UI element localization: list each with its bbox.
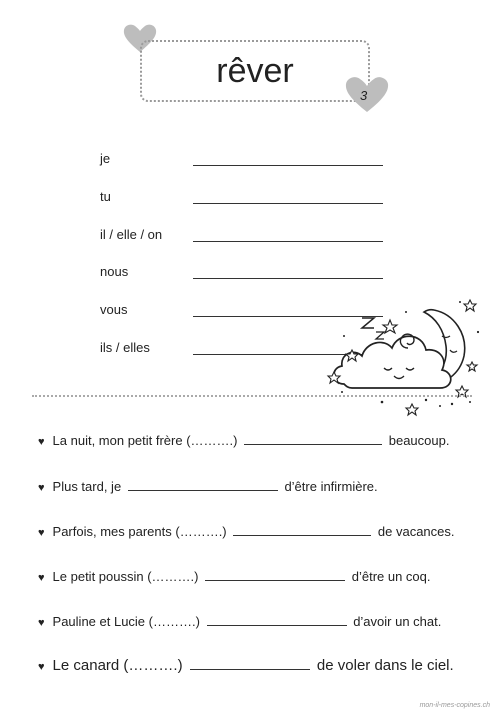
answer-blank[interactable]: [128, 480, 278, 491]
exercise-sentence: ♥ Pauline et Lucie (……….) d’avoir un chat.: [38, 614, 442, 629]
exercise-sentence: ♥ Le canard (……….) de voler dans le ciel.: [38, 657, 454, 674]
answer-blank[interactable]: [207, 615, 347, 626]
pronoun-label: ils / elles: [100, 340, 150, 355]
answer-blank[interactable]: [205, 570, 345, 581]
heart-bullet-icon: ♥: [38, 527, 45, 539]
heart-bullet-icon: ♥: [38, 572, 45, 584]
answer-blank[interactable]: [244, 434, 382, 445]
heart-bullet-icon: ♥: [38, 617, 45, 629]
footer-credit: mon-il-mes-copines.ch: [419, 702, 490, 709]
pronoun-label: tu: [100, 189, 111, 204]
answer-blank[interactable]: [233, 525, 371, 536]
pronoun-label: il / elle / on: [100, 227, 163, 242]
exercise-sentence: ♥ Parfois, mes parents (……….) de vacances.: [38, 524, 455, 539]
answer-line[interactable]: [193, 278, 383, 279]
exercise-sentence: ♥ La nuit, mon petit frère (……….) beaucoup.: [38, 433, 450, 448]
heart-bullet-icon: ♥: [38, 482, 45, 494]
conjugation-row: [100, 227, 390, 247]
pronoun-label: je: [100, 151, 111, 166]
answer-line[interactable]: [193, 241, 383, 242]
conjugation-row: [100, 151, 390, 171]
conjugation-row: [100, 189, 390, 209]
answer-line[interactable]: [193, 165, 383, 166]
heart-bullet-icon: ♥: [38, 661, 45, 673]
answer-line[interactable]: [193, 203, 383, 204]
conjugation-row: [100, 264, 390, 284]
heart-bullet-icon: ♥: [38, 436, 45, 448]
moon-cloud-illustration: [322, 292, 482, 417]
answer-blank[interactable]: [190, 659, 310, 670]
dotted-separator: [32, 395, 472, 397]
exercise-sentence: ♥ Plus tard, je d’être infirmière.: [38, 479, 378, 494]
page-title: rêver: [216, 52, 294, 90]
title-box: [140, 40, 370, 102]
pronoun-label: vous: [100, 302, 128, 317]
exercise-sentence: ♥ Le petit poussin (……….) d’être un coq.: [38, 569, 431, 584]
pronoun-label: nous: [100, 264, 129, 279]
worksheet-number: 3: [360, 88, 368, 103]
